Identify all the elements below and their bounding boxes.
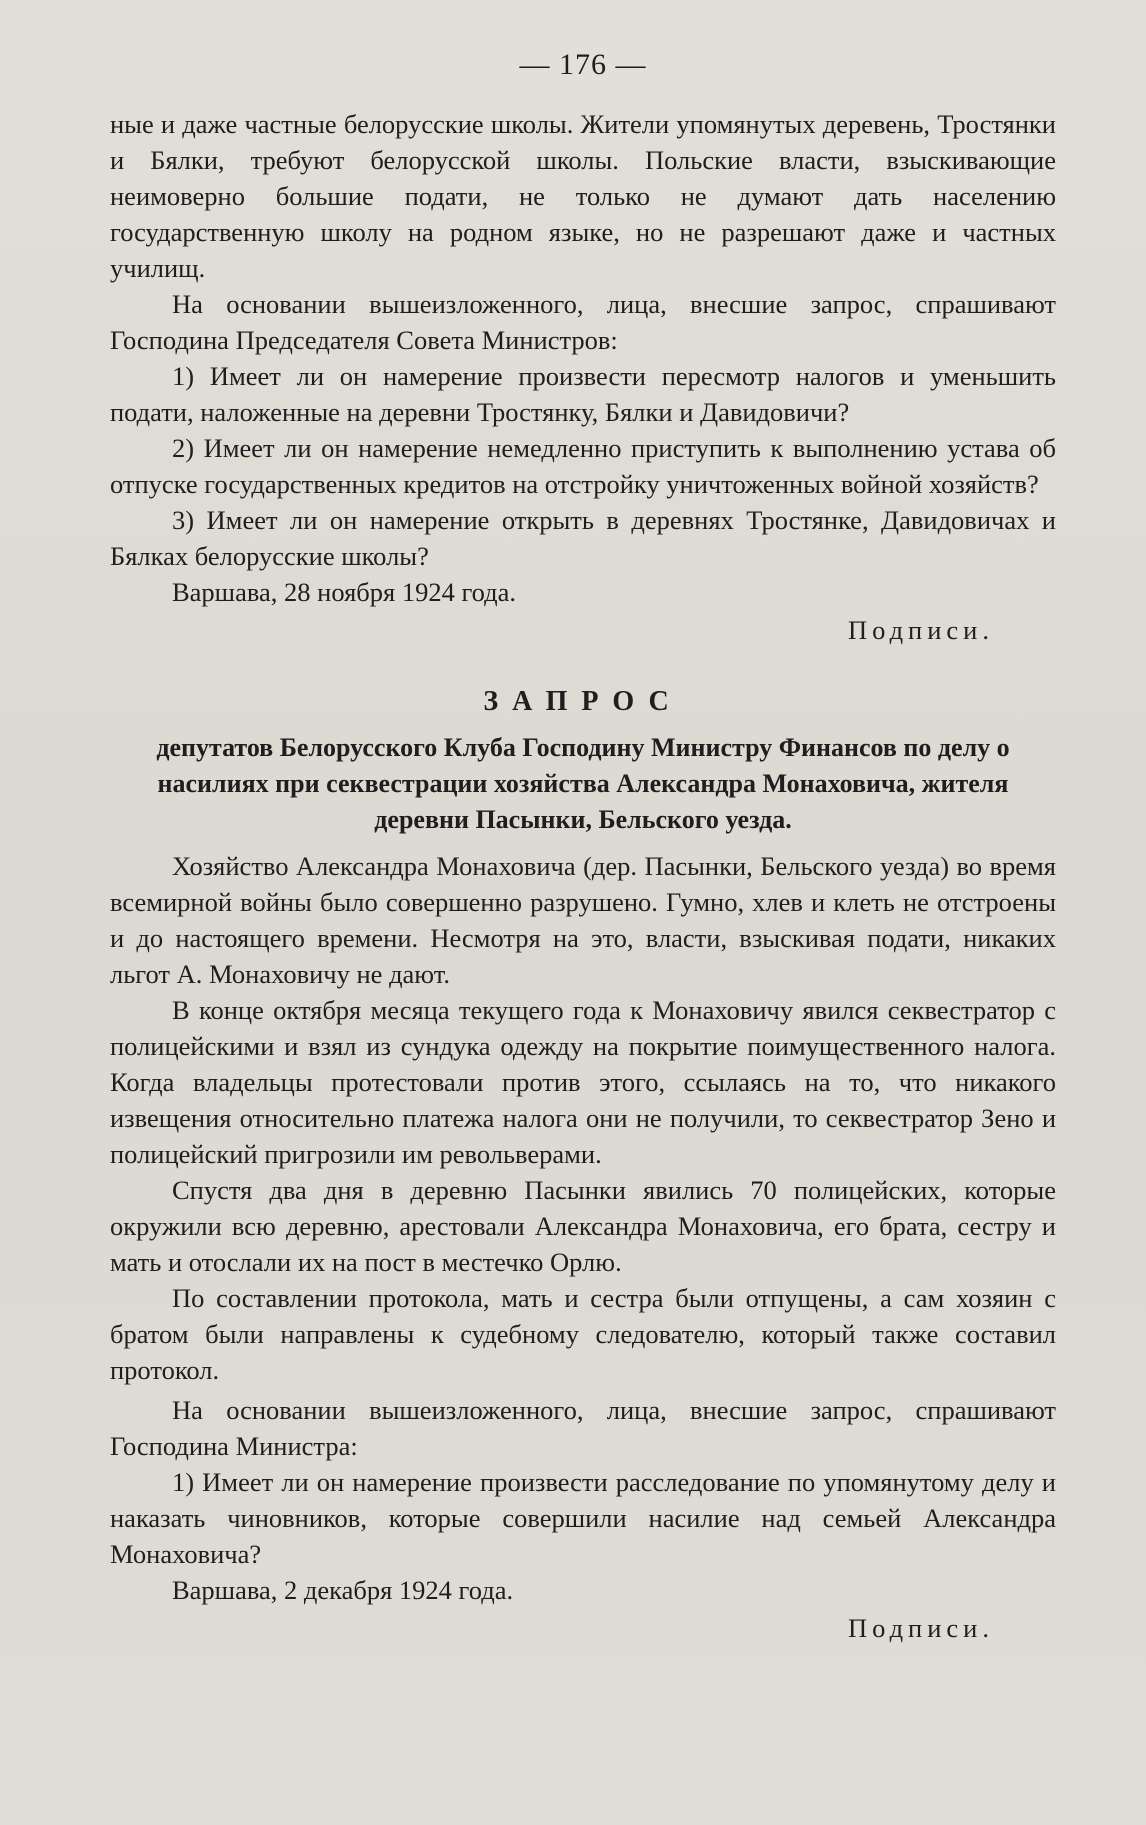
body-paragraph-2: В конце октября месяца текущего года к Монаховичу явился секвестратор с полицейскими и взял из сундука одежду на покрытие поимущественного налога. Когда владельцы протестовали против этого, ссылаясь на то, что никакого извещения относительно платежа налога они не получили, то секвестратор Зено и полицейский пригрозили им револьверами. <box>110 995 1056 1169</box>
page-number: — 176 — <box>519 48 647 81</box>
body-paragraph-1: Хозяйство Александра Монаховича (дер. Пасынки, Бельского уезда) во время всемирной войны было совершенно разрушено. Гумно, хлев и клеть не отстроены и до настоящего времени. Несмотря на это, власти, взыскивая подати, никаких льгот А. Монаховичу не дают. <box>110 851 1056 989</box>
signatures-2: Подписи. <box>847 1613 994 1643</box>
body-paragraph-4: По составлении протокола, мать и сестра были отпущены, а сам хозяин с братом были направлены к судебному следователю, который также составил протокол. <box>110 1283 1056 1385</box>
section-subheading: депутатов Белорусского Клуба Господину Министру Финансов по делу о насилиях при секвестрации хозяйства Александра Монаховича, жителя деревни Пасынки, Бельского уезда. <box>156 733 1010 834</box>
signatures: Подписи. <box>847 615 994 645</box>
question-2: 2) Имеет ли он намерение немедленно приступить к выполнению устава об отпуске государственных кредитов на отстройку уничтоженных войной хозяйств? <box>110 433 1056 499</box>
section-heading: ЗАПРОС <box>483 686 683 717</box>
inquiry-date: Варшава, 28 ноября 1924 года. <box>172 577 517 607</box>
inquiry-intro-2: На основании вышеизложенного, лица, внесшие запрос, спрашивают Господина Министра: <box>110 1395 1056 1461</box>
question-1: 1) Имеет ли он намерение произвести пересмотр налогов и уменьшить подати, наложенные на деревни Тростянку, Бялки и Давидовичи? <box>110 361 1056 427</box>
question-2-1: 1) Имеет ли он намерение произвести расследование по упомянутому делу и наказать чиновников, которые совершили насилие над семьей Александра Монаховича? <box>110 1467 1056 1569</box>
question-3: 3) Имеет ли он намерение открыть в деревнях Тростянке, Давидовичах и Бялках белорусские школы? <box>110 505 1056 571</box>
inquiry-intro: На основании вышеизложенного, лица, внесшие запрос, спрашивают Господина Председателя Совета Министров: <box>110 289 1056 355</box>
inquiry-date-2: Варшава, 2 декабря 1924 года. <box>172 1575 514 1605</box>
continuation-paragraph: ные и даже частные белорусские школы. Жители упомянутых деревень, Тростянки и Бялки, требуют белорусской школы. Польские власти, взыскивающие неимоверно большие подати, не только не думают дать населению государственную школу на родном языке, но не разрешают даже и частных училищ. <box>110 109 1056 283</box>
body-paragraph-3: Спустя два дня в деревню Пасынки явились 70 полицейских, которые окружили всю деревню, арестовали Александра Монаховича, его брата, сестру и мать и отослали их на пост в местечко Орлю. <box>110 1175 1056 1277</box>
